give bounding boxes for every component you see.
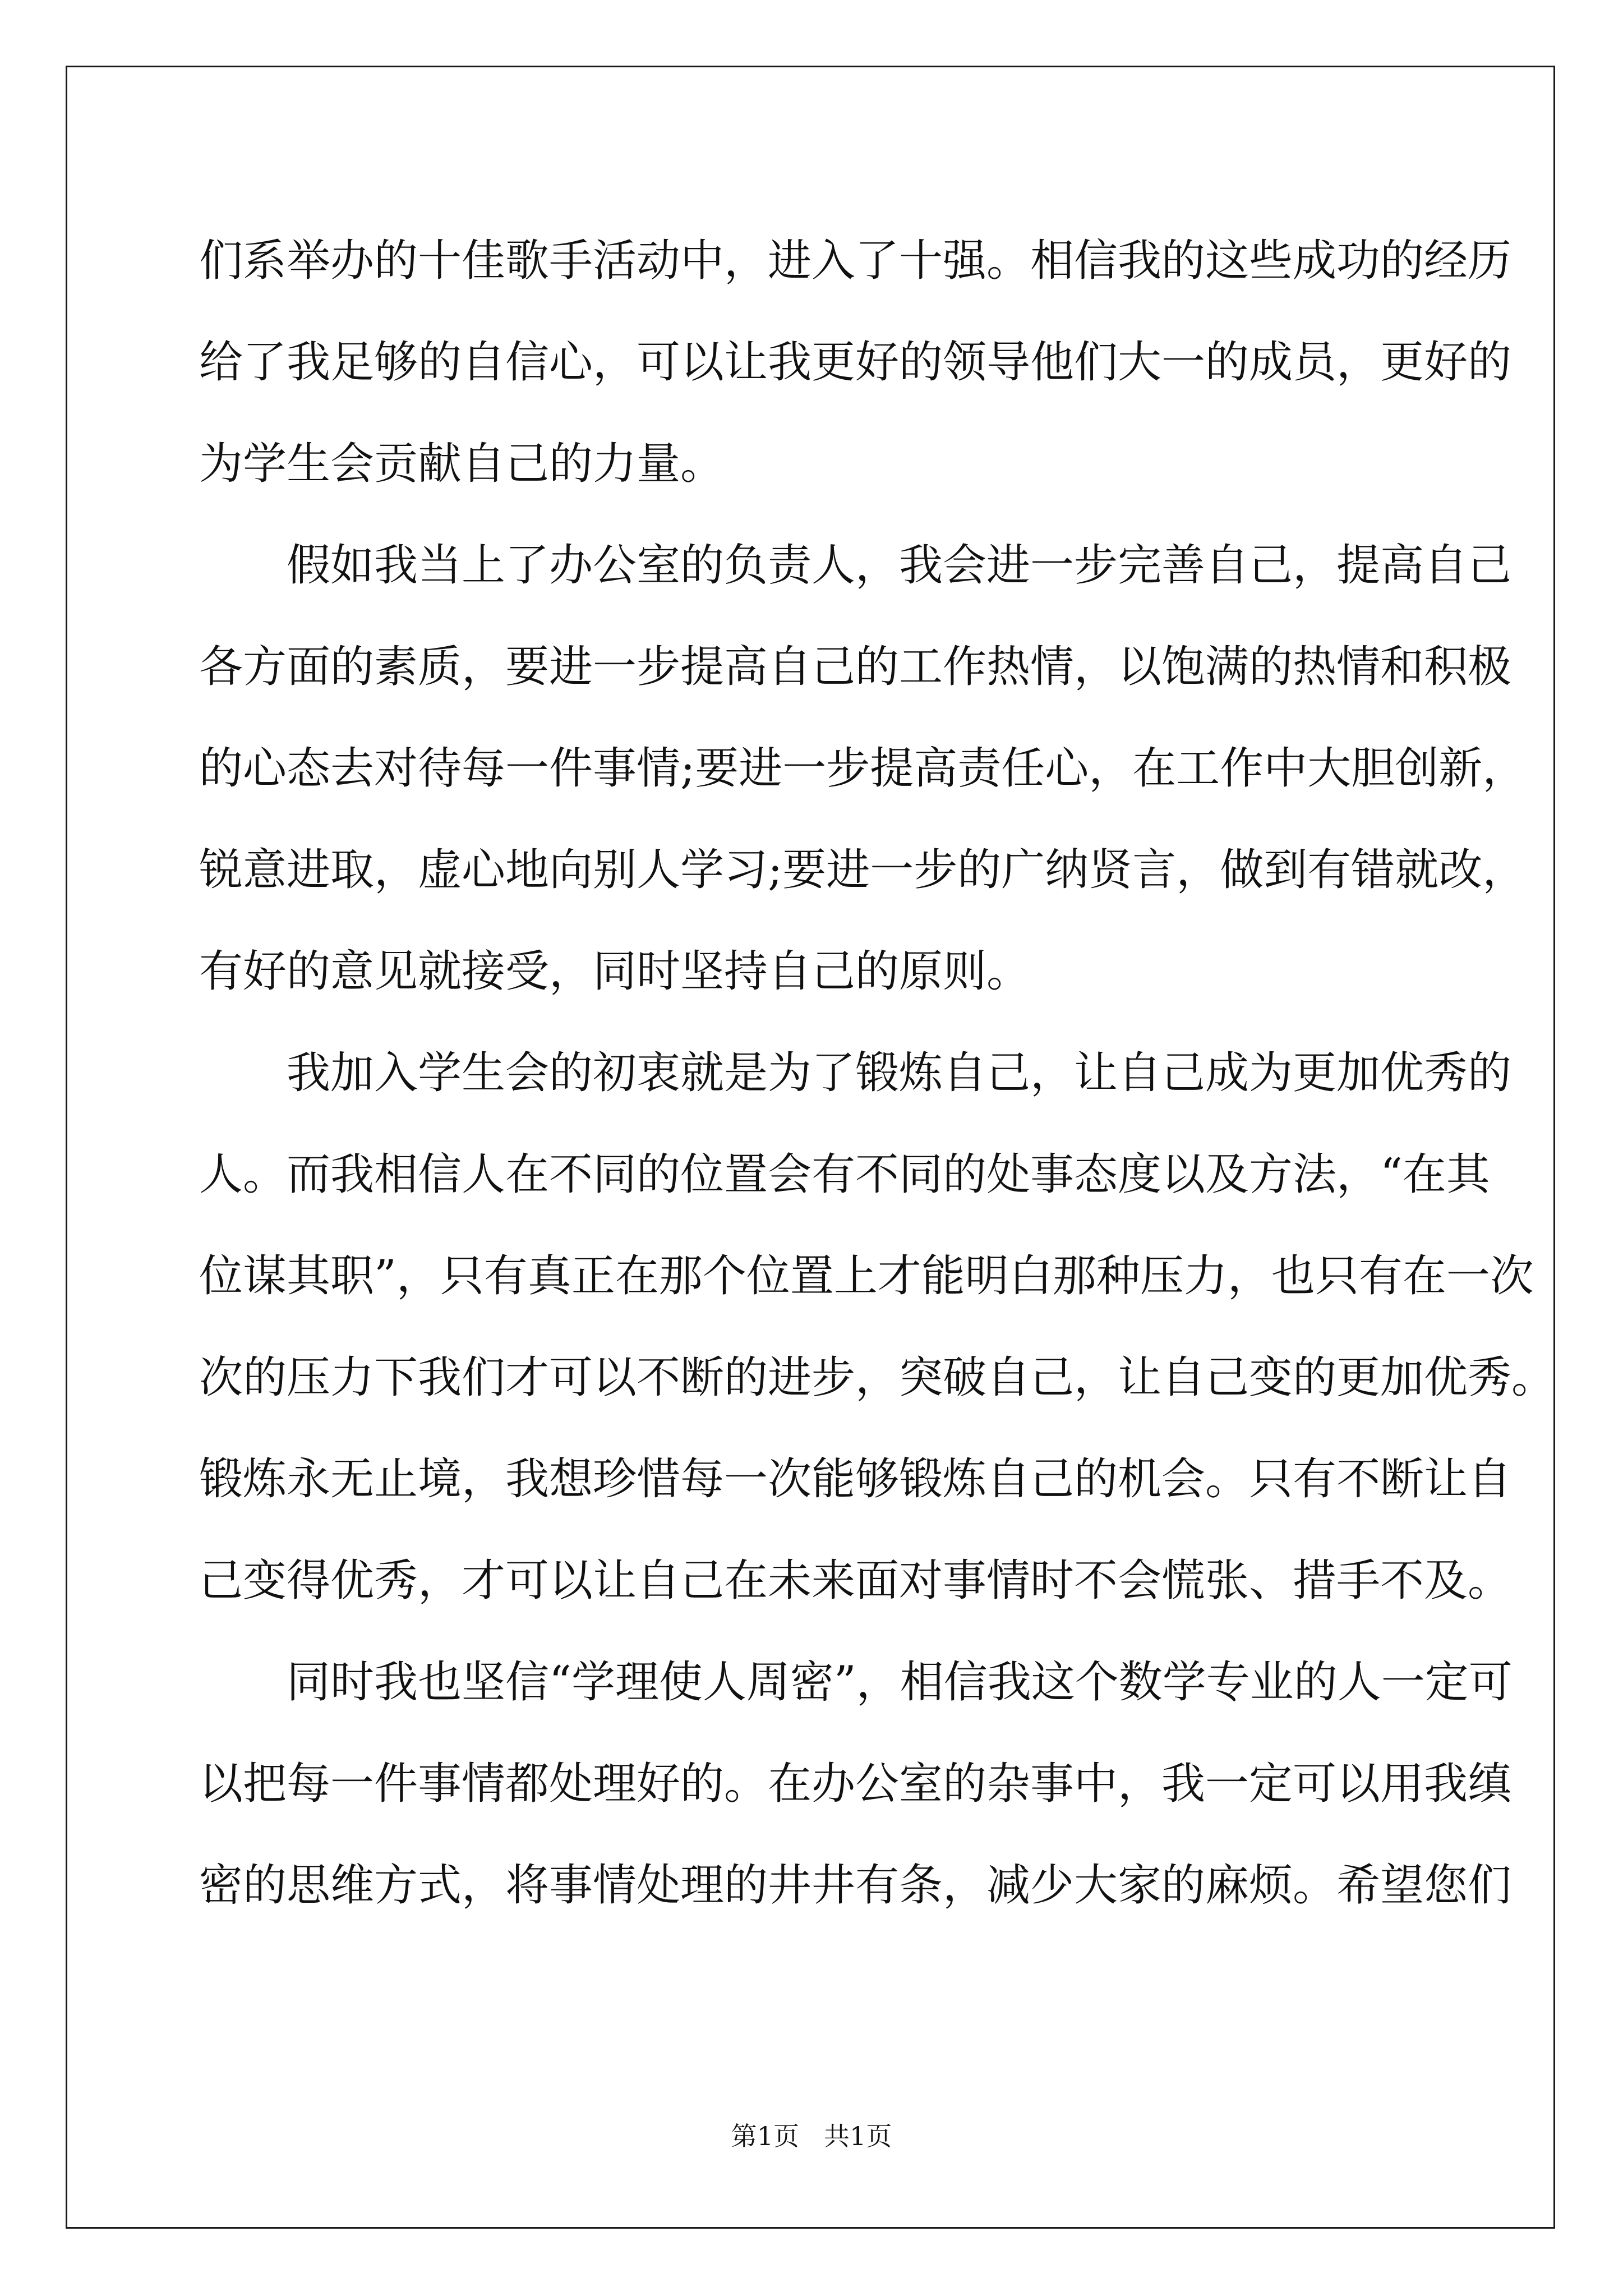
page-total: 共1页 [824,2121,892,2151]
text-line: 己变得优秀，才可以让自己在未来面对事情时不会慌张、措手不及。 [199,1556,1512,1606]
page-number: 第1页 [731,2121,799,2151]
text-line: 以把每一件事情都处理好的。在办公室的杂事中，我一定可以用我缜 [199,1759,1512,1809]
text-line: 人。而我相信人在不同的位置会有不同的处事态度以及方法，“在其 [199,1149,1490,1200]
text-line: 的心态去对待每一件事情;要进一步提高责任心，在工作中大胆创新， [199,743,1527,794]
text-line: 各方面的素质，要进一步提高自己的工作热情，以饱满的热情和积极 [199,642,1512,692]
paragraph [199,515,1527,1023]
text-line: 同时我也坚信“学理使人周密”，相信我这个数学专业的人一定可 [287,1657,1513,1708]
text-line: 有好的意见就接受，同时坚持自己的原则。 [199,946,1031,997]
text-line: 给了我足够的自信心，可以让我更好的领导他们大一的成员，更好的 [199,337,1512,388]
text-line: 为学生会贡献自己的力量。 [199,439,725,489]
page-footer [0,2116,1623,2153]
text-line: 锻炼永无止境，我想珍惜每一次能够锻炼自己的机会。只有不断让自 [199,1454,1512,1504]
document-body [199,210,1556,1936]
paragraph [199,1632,1513,1936]
text-line: 密的思维方式，将事情处理的井井有条，减少大家的麻烦。希望您们 [199,1860,1512,1911]
text-line: 位谋其职”，只有真正在那个位置上才能明白那种压力，也只有在一次 [199,1251,1534,1301]
text-line: 们系举办的十佳歌手活动中，进入了十强。相信我的这些成功的经历 [199,236,1512,286]
paragraph [199,1023,1556,1632]
text-line: 我加入学生会的初衷就是为了锻炼自己，让自己成为更加优秀的 [287,1048,1512,1098]
text-line: 假如我当上了办公室的负责人，我会进一步完善自己，提高自己 [287,540,1512,591]
text-line: 次的压力下我们才可以不断的进步，突破自己，让自己变的更加优秀。 [199,1352,1556,1403]
paragraph [199,210,1512,515]
text-line: 锐意进取，虚心地向别人学习;要进一步的广纳贤言，做到有错就改， [199,845,1527,895]
